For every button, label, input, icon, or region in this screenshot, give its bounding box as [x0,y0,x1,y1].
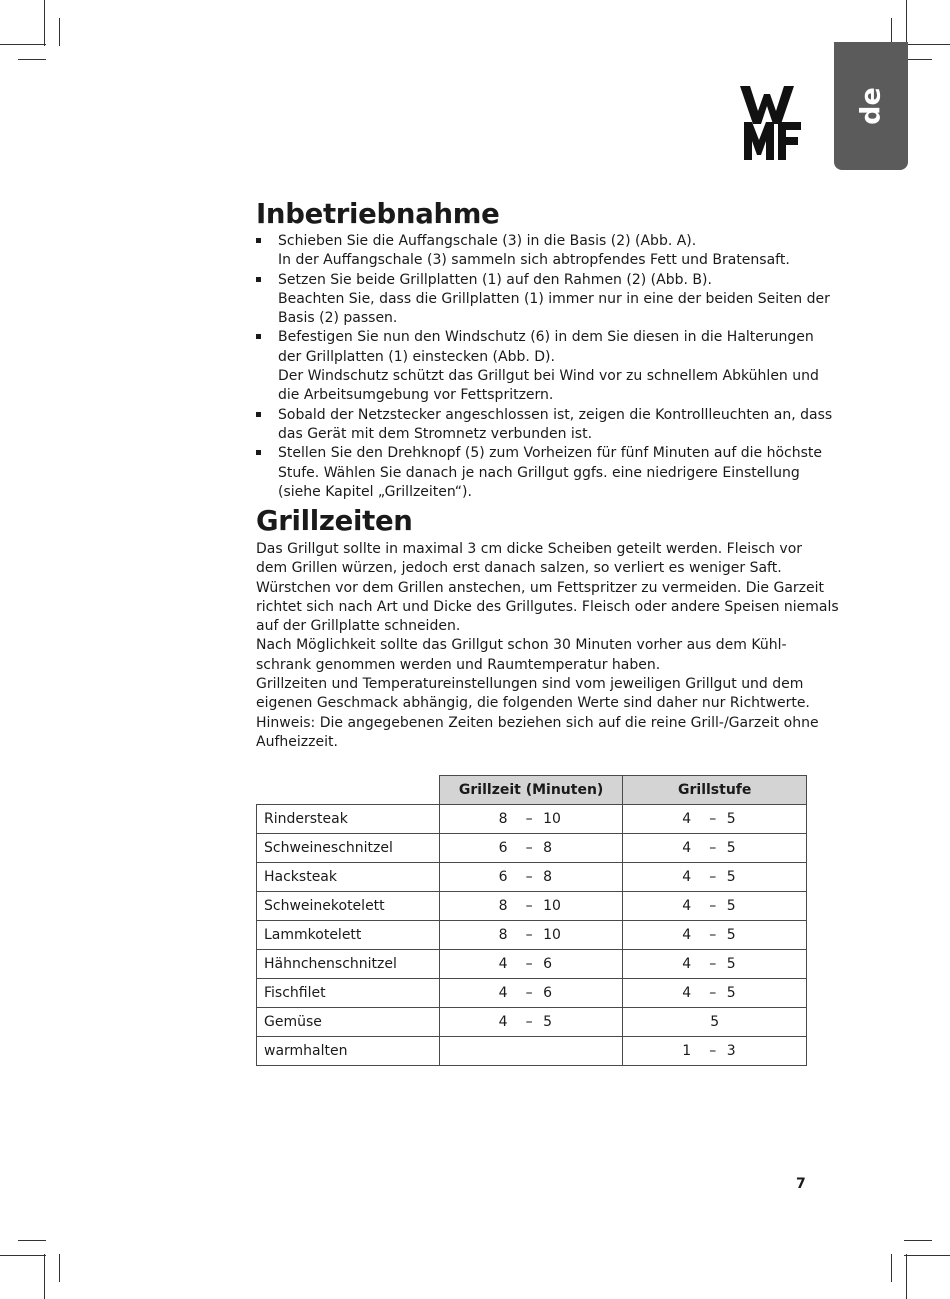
value-range [491,811,571,827]
range-start: 8 [498,898,508,914]
grill-level-cell [623,1037,807,1066]
food-name-cell: Rindersteak [257,805,440,834]
grill-time-cell [439,979,623,1008]
range-end: 8 [543,869,553,885]
section-title: Grillzeiten [256,505,413,537]
range-end: 5 [726,840,736,856]
list-item-line: das Gerät mit dem Stromnetz verbunden ist. [278,425,593,442]
value-range [491,985,571,1001]
crop-mark [18,1240,46,1241]
language-tab [834,42,908,170]
list-item [256,328,819,405]
range-end: 5 [726,956,736,972]
list-item-line: Stellen Sie den Drehknopf (5) zum Vorheizen für fünf Minuten auf die höchste [278,445,822,462]
list-item-line: Stufe. Wählen Sie danach je nach Grillgut ggfs. eine niedrigere Einstellung [278,464,800,481]
food-name-cell: Schweineschnitzel [257,834,440,863]
crop-mark [906,0,907,46]
list-item [256,232,808,271]
value-range [675,927,755,943]
list-item-line: die Arbeitsumgebung vor Fettspritzern. [278,387,554,404]
range-end: 5 [726,927,736,943]
range-dash: – [525,811,533,827]
range-end: 6 [543,985,553,1001]
grill-time-cell [439,834,623,863]
table-row [257,863,807,892]
grill-level-cell [623,950,807,979]
grill-level-cell [623,892,807,921]
value-range [675,1043,755,1059]
range-end: 5 [726,898,736,914]
section-inbetriebnahme [256,196,833,503]
setup-steps-list [256,232,833,502]
food-name-cell: Hähnchenschnitzel [257,950,440,979]
range-end: 8 [543,840,553,856]
range-dash: – [525,898,533,914]
grill-time-cell [439,921,623,950]
crop-mark [904,44,950,45]
value-range [675,811,755,827]
list-item-line: Setzen Sie beide Grillplatten (1) auf den Rahmen (2) (Abb. B). [278,271,712,288]
range-dash: – [709,898,717,914]
grill-time-cell [439,805,623,834]
range-dash: – [709,956,717,972]
range-dash: – [525,985,533,1001]
crop-mark [0,1255,46,1256]
grill-level-cell [623,834,807,863]
range-start: 4 [498,1014,508,1030]
table-header-cell: Grillstufe [623,776,807,805]
grill-time-cell [439,950,623,979]
range-start: 6 [498,840,508,856]
paragraph-line: richtet sich nach Art und Dicke des Grillgutes. Fleisch oder andere Speisen niemals [256,598,839,615]
range-dash: – [709,927,717,943]
main-content [256,196,839,752]
range-start: 8 [498,811,508,827]
range-dash: – [709,1043,717,1059]
paragraph-line: auf der Grillplatte schneiden. [256,618,461,635]
table-header-cell [257,776,440,805]
food-name-cell: Gemüse [257,1008,440,1037]
crop-mark [904,59,932,60]
table-row [257,805,807,834]
crop-mark [44,0,45,46]
range-start: 1 [682,1043,692,1059]
range-start: 4 [682,840,692,856]
food-name-cell: Lammkotelett [257,921,440,950]
single-value: 5 [710,1014,720,1030]
crop-mark [906,1254,907,1299]
range-start: 4 [498,956,508,972]
value-range [491,898,571,914]
range-end: 10 [543,927,561,943]
range-end: 10 [543,898,561,914]
range-start: 8 [498,927,508,943]
list-item [256,444,822,502]
grill-level-cell [623,1008,807,1037]
range-end: 5 [726,985,736,1001]
crop-mark [904,1240,932,1241]
crop-mark [18,59,46,60]
range-end: 3 [726,1043,736,1059]
grill-time-cell [439,863,623,892]
value-range [491,927,571,943]
paragraph-line: dem Grillen würzen, jedoch erst danach salzen, so verliert es weniger Saft. [256,560,782,577]
range-dash: – [709,869,717,885]
range-dash: – [709,840,717,856]
wmf-logo [740,86,802,160]
range-dash: – [525,927,533,943]
list-item-line: Basis (2) passen. [278,310,398,327]
food-name-cell: Fischfilet [257,979,440,1008]
paragraph-line: schrank genommen werden und Raumtemperatur haben. [256,656,661,673]
value-range [675,985,755,1001]
range-end: 5 [543,1014,553,1030]
table-header-cell: Grillzeit (Minuten) [439,776,623,805]
range-end: 10 [543,811,561,827]
range-start: 4 [682,956,692,972]
table-row [257,921,807,950]
range-start: 4 [498,985,508,1001]
range-start: 4 [682,811,692,827]
paragraph-line: Nach Möglichkeit sollte das Grillgut schon 30 Minuten vorher aus dem Kühl- [256,637,787,654]
table-row [257,834,807,863]
value-range [491,956,571,972]
grill-time-cell [439,1008,623,1037]
food-name-cell: Hacksteak [257,863,440,892]
grill-instructions-paragraph [256,540,839,752]
table-row [257,892,807,921]
food-name-cell: Schweinekotelett [257,892,440,921]
grill-level-cell [623,921,807,950]
list-item-line: Beachten Sie, dass die Grillplatten (1) immer nur in eine der beiden Seiten der [278,290,830,307]
paragraph-line: Hinweis: Die angegebenen Zeiten beziehen sich auf die reine Grill-/Garzeit ohne [256,714,819,731]
grill-level-cell [623,863,807,892]
range-start: 4 [682,898,692,914]
crop-mark [59,18,60,46]
list-item [256,406,833,445]
list-item-line: (siehe Kapitel „Grillzeiten“). [278,483,472,500]
list-item-line: der Grillplatten (1) einstecken (Abb. D). [278,348,555,365]
crop-mark [59,1254,60,1282]
list-item-line: Der Windschutz schützt das Grillgut bei Wind vor zu schnellem Abkühlen und [278,368,819,385]
range-dash: – [709,811,717,827]
grill-level-cell [623,805,807,834]
list-item [256,271,830,329]
food-name-cell: warmhalten [257,1037,440,1066]
grill-time-cell [439,892,623,921]
range-dash: – [525,869,533,885]
paragraph-line: Würstchen vor dem Grillen anstechen, um Fettspritzer zu vermeiden. Die Garzeit [256,579,824,596]
table-row [257,950,807,979]
table-row [257,979,807,1008]
grill-level-cell [623,979,807,1008]
value-range [675,869,755,885]
section-grillzeiten [256,503,839,752]
value-range [491,1014,571,1030]
range-start: 6 [498,869,508,885]
table-header-row [257,776,807,805]
range-start: 4 [682,985,692,1001]
value-range [491,840,571,856]
range-dash: – [709,985,717,1001]
page-number: 7 [796,1176,806,1192]
range-start: 4 [682,927,692,943]
range-end: 5 [726,811,736,827]
range-dash: – [525,840,533,856]
paragraph-line: eigenen Geschmack abhängig, die folgenden Werte sind daher nur Richtwerte. [256,695,810,712]
paragraph-line: Das Grillgut sollte in maximal 3 cm dicke Scheiben geteilt werden. Fleisch vor [256,541,803,557]
range-dash: – [525,1014,533,1030]
value-range [491,869,571,885]
language-tab-label: de [855,87,887,125]
value-range [675,956,755,972]
value-range [675,898,755,914]
list-item-line: Befestigen Sie nun den Windschutz (6) in dem Sie diesen in die Halterungen [278,329,814,346]
paragraph-line: Grillzeiten und Temperatureinstellungen sind vom jeweiligen Grillgut und dem [256,676,804,693]
list-item-line: In der Auffangschale (3) sammeln sich abtropfendes Fett und Bratensaft. [278,252,790,269]
crop-mark [904,1255,950,1256]
grill-times-table [256,775,807,1066]
crop-mark [891,1254,892,1282]
crop-mark [44,1254,45,1299]
table-row [257,1008,807,1037]
list-item-line: Sobald der Netzstecker angeschlossen ist, zeigen die Kontrollleuchten an, dass [278,406,833,423]
paragraph-line: Aufheizzeit. [256,733,338,750]
range-end: 5 [726,869,736,885]
grill-time-cell [439,1037,623,1066]
section-title: Inbetriebnahme [256,198,500,230]
table-row [257,1037,807,1066]
range-dash: – [525,956,533,972]
list-item-line: Schieben Sie die Auffangschale (3) in die Basis (2) (Abb. A). [278,233,697,249]
range-end: 6 [543,956,553,972]
crop-mark [0,44,46,45]
value-range [675,840,755,856]
range-start: 4 [682,869,692,885]
